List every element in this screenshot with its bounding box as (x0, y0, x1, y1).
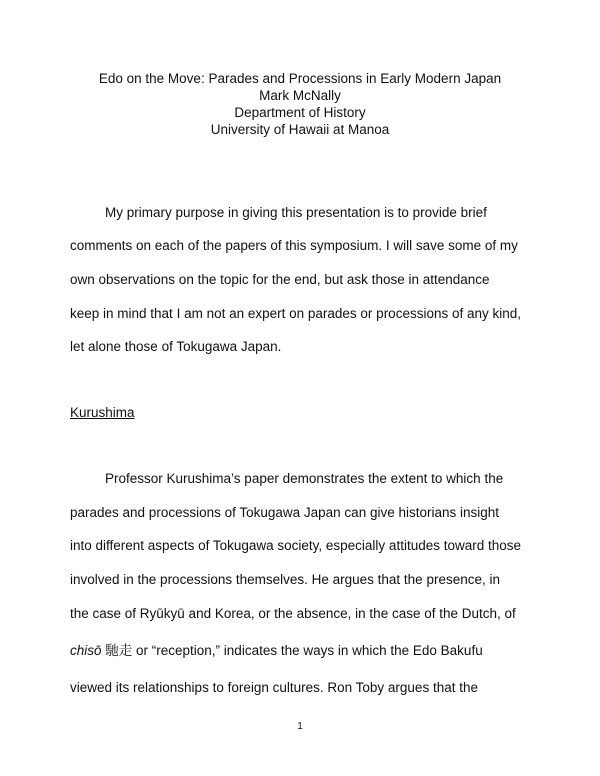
section-heading-kurushima: Kurushima (70, 405, 135, 420)
chiso-line-rest: 馳走 or “reception,” indicates the ways in which the Edo Bakufu (101, 643, 483, 658)
paragraph-2-line-7: viewed its relationships to foreign cultures. Ron Toby argues that the (70, 680, 478, 695)
page-number: 1 (297, 721, 303, 732)
paragraph-1-line-1: My primary purpose in giving this presentation is to provide brief (105, 205, 487, 220)
paragraph-1-line-2: comments on each of the papers of this symposium. I will save some of my (70, 238, 518, 253)
paragraph-2-line-4: involved in the processions themselves. He argues that the presence, in (70, 572, 500, 587)
department-name: Department of History (234, 105, 366, 120)
paragraph-2-line-5: the case of Ryūkyū and Korea, or the absence, in the case of the Dutch, of (70, 606, 516, 621)
paragraph-1-line-4: keep in mind that I am not an expert on parades or processions of any kind, (70, 306, 522, 321)
paragraph-2-line-2: parades and processions of Tokugawa Japan can give historians insight (70, 505, 500, 520)
chiso-term: chisō (70, 643, 102, 658)
document-header (0, 70, 600, 138)
paragraph-2-line-3: into different aspects of Tokugawa society, especially attitudes toward those (70, 538, 522, 553)
paragraph-2-line-6 (70, 639, 483, 659)
author-name: Mark McNally (259, 88, 341, 103)
paragraph-2-line-1: Professor Kurushima’s paper demonstrates the extent to which the (105, 471, 504, 486)
paragraph-1-line-3: own observations on the topic for the end, but ask those in attendance (70, 272, 490, 287)
document-title: Edo on the Move: Parades and Processions in Early Modern Japan (98, 71, 502, 86)
paragraph-1-line-5: let alone those of Tokugawa Japan. (70, 339, 282, 354)
university-name: University of Hawaii at Manoa (210, 122, 390, 137)
